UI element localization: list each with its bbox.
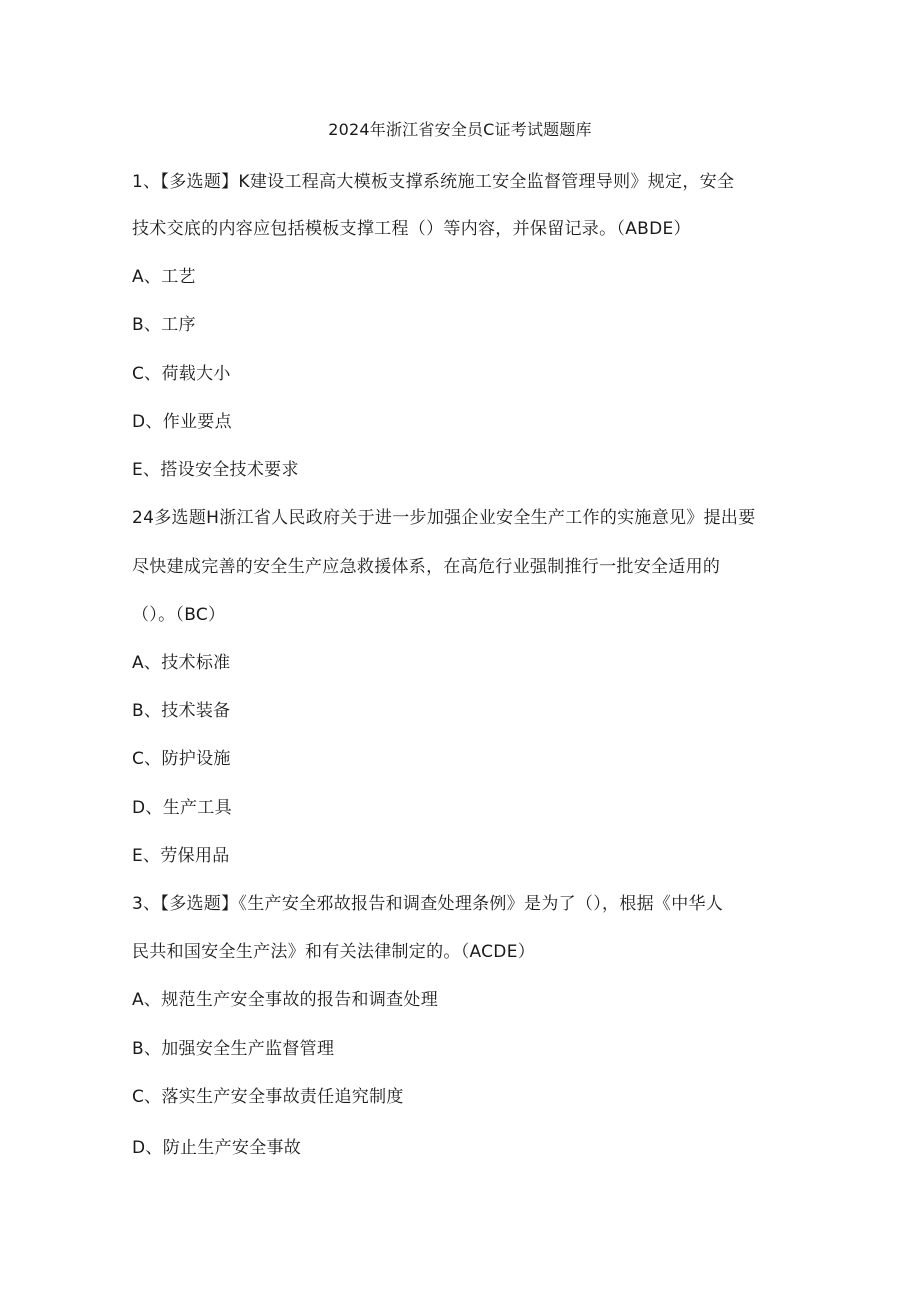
question-3-option-c: C、落实生产安全事故责任追究制度 <box>132 1087 404 1107</box>
document-title: 2024年浙江省安全员C证考试题题库 <box>328 120 592 139</box>
question-2-option-e: E、劳保用品 <box>132 846 230 866</box>
question-2-option-b: B、技术装备 <box>132 701 231 721</box>
question-1-option-e: E、搭设安全技术要求 <box>132 460 299 480</box>
question-3-stem-line-1: 3、【多选题】《生产安全邪故报告和调查处理条例》是为了（），根据《中华人 <box>132 894 724 914</box>
question-3-option-d: D、防止生产安全事故 <box>132 1138 302 1158</box>
question-2-option-c: C、防护设施 <box>132 749 231 769</box>
question-2-stem-line-2: 尽快建成完善的安全生产应急救援体系，在高危行业强制推行一批安全适用的 <box>132 557 721 577</box>
question-2-stem-line-1: 24多选题H浙江省人民政府关于进一步加强企业安全生产工作的实施意见》提出要 <box>132 508 756 528</box>
question-2-option-d: D、生产工具 <box>132 798 232 818</box>
question-2-option-a: A、技术标准 <box>132 653 231 673</box>
question-1-stem-line-2: 技术交底的内容应包括模板支撑工程（）等内容，并保留记录。（ABDE） <box>132 219 691 239</box>
question-1-stem-line-1: 1、【多选题】K建设工程高大模板支撑系统施工安全监督管理导则》规定，安全 <box>132 172 735 192</box>
question-3-stem-line-2: 民共和国安全生产法》和有关法律制定的。（ACDE） <box>132 942 536 962</box>
question-3-option-a: A、规范生产安全事故的报告和调查处理 <box>132 990 439 1010</box>
question-1-option-b: B、工序 <box>132 315 196 335</box>
question-1-option-a: A、工艺 <box>132 267 196 287</box>
question-1-option-d: D、作业要点 <box>132 412 232 432</box>
question-3-option-b: B、加强安全生产监督管理 <box>132 1039 335 1059</box>
question-1-option-c: C、荷载大小 <box>132 364 231 384</box>
question-2-stem-line-3: （）。（BC） <box>132 605 226 625</box>
